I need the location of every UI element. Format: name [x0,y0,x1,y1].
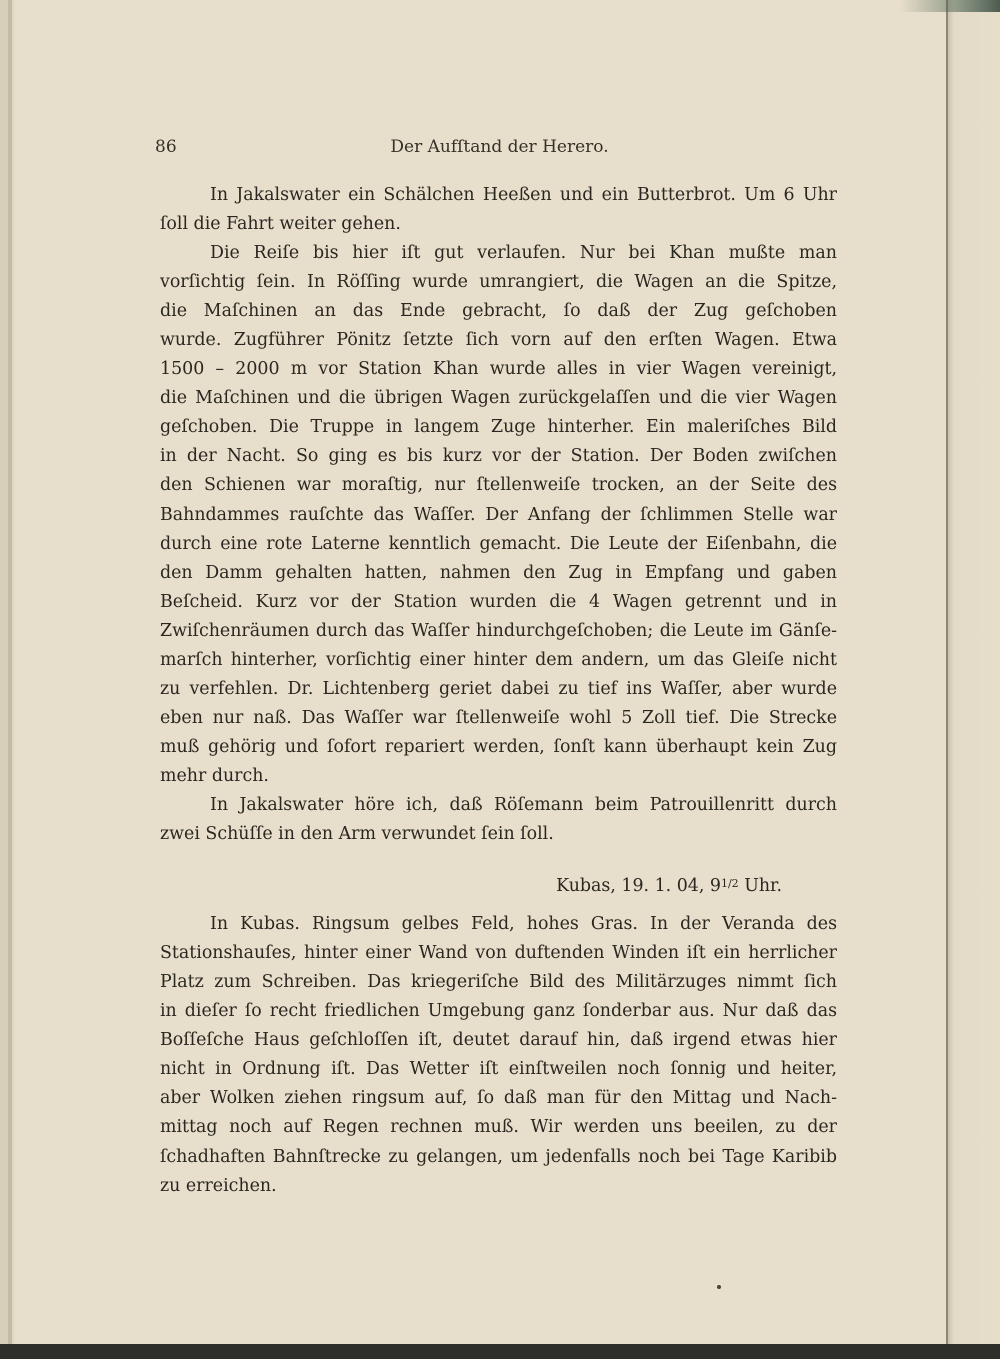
text-line: nicht in Ordnung iſt. Das Wetter iſt einſtweilen noch ſonnig und heiter, [160,1059,837,1080]
text-line: Stationshauſes, hinter einer Wand von duftenden Winden iſt ein herrlicher [160,943,837,964]
dateline-text: Kubas, 19. 1. 04, 9 [556,876,721,897]
text-line: In Kubas. Ringsum gelbes Feld, hohes Gras. In der Veranda des [210,914,837,935]
text-line: Bahndammes rauſchte das Waſſer. Der Anfang der ſchlimmen Stelle war [160,504,837,525]
text-line: ſchadhaften Bahnſtrecke zu gelangen, um jedenfalls noch bei Tage Karibib [160,1146,837,1167]
facing-page-edge [948,0,1000,1345]
text-line: vorſichtig ſein. In Röſſing wurde umrangiert, die Wagen an die Spitze, [160,272,837,293]
text-line: marſch hinterher, vorſichtig einer hinter dem andern, um das Gleiſe nicht [160,649,837,670]
text-line: Zwiſchenräumen durch das Waſſer hindurchgeſchoben; die Leute im Gänſe- [160,620,837,641]
text-line: Die Reiſe bis hier iſt gut verlaufen. Nur bei Khan mußte man [210,243,837,264]
text-line: Beſcheid. Kurz vor der Station wurden die 4 Wagen getrennt und in [160,591,837,612]
dateline-fraction: 1/2 [720,877,739,891]
text-line: aber Wolken ziehen ringsum auf, ſo daß man für den Mittag und Nach- [160,1088,837,1109]
text-line: In Jakalswater höre ich, daß Röſemann beim Patrouillenritt durch [210,794,837,815]
text-line: mehr durch. [160,765,269,786]
text-line: zwei Schüſſe in den Arm verwundet ſein ſoll. [160,824,554,845]
paragraph-4 [160,910,837,1200]
text-line: 1500 – 2000 m vor Station Khan wurde alles in vier Wagen vereinigt, [160,359,837,380]
dateline-suffix: Uhr. [738,876,782,897]
binding-edge [900,0,1000,12]
text-line: die Maſchinen und die übrigen Wagen zurückgelaſſen und die vier Wagen [160,388,837,409]
text-line: in der Nacht. So ging es bis kurz vor der Station. Der Boden zwiſchen [160,446,837,467]
text-line: durch eine rote Laterne kenntlich gemacht. Die Leute der Eiſenbahn, die [160,533,837,554]
running-title: Der Aufſtand der Herero. [390,137,609,157]
dateline [160,869,837,901]
text-line: wurde. Zugführer Pönitz ſetzte ſich vorn auf den erſten Wagen. Etwa [160,330,837,351]
text-line: Platz zum Schreiben. Das kriegeriſche Bild des Militärzuges nimmt ſich [160,972,837,993]
page-number: 86 [155,137,177,157]
text-line: In Jakalswater ein Schälchen Heeßen und ein Butterbrot. Um 6 Uhr [210,185,837,205]
text-line: Boſſeſche Haus geſchloſſen iſt, deutet darauf hin, daß irgend etwas hier [160,1030,837,1051]
text-line: den Damm gehalten hatten, nahmen den Zug in Empfang und gaben [160,562,837,583]
paper-speck [717,1285,721,1289]
text-line: die Maſchinen an das Ende gebracht, ſo daß der Zug geſchoben [160,301,837,322]
paragraph-2 [160,239,837,791]
text-line: mittag noch auf Regen rechnen muß. Wir werden uns beeilen, zu der [160,1117,837,1138]
text-line: ſoll die Fahrt weiter gehen. [160,214,401,235]
text-line: geſchoben. Die Truppe in langem Zuge hinterher. Ein maleriſches Bild [160,417,837,438]
text-line: eben nur naß. Das Waſſer war ſtellenweiſe wohl 5 Zoll tief. Die Strecke [160,707,837,728]
text-line: muß gehörig und ſofort repariert werden, ſonſt kann überhaupt kein Zug [160,736,837,757]
text-line: zu erreichen. [160,1175,277,1196]
paragraph-3 [160,791,837,849]
text-line: in dieſer ſo recht friedlichen Umgebung ganz ſonderbar aus. Nur daß das [160,1001,837,1022]
text-line: den Schienen war moraſtig, nur ſtellenweiſe trocken, an der Seite des [160,475,837,496]
paragraph-1 [160,181,837,239]
scan-background [0,1344,1000,1359]
body-text [160,181,837,1201]
text-line: zu verfehlen. Dr. Lichtenberg geriet dabei zu tief ins Waſſer, aber wurde [160,678,837,699]
